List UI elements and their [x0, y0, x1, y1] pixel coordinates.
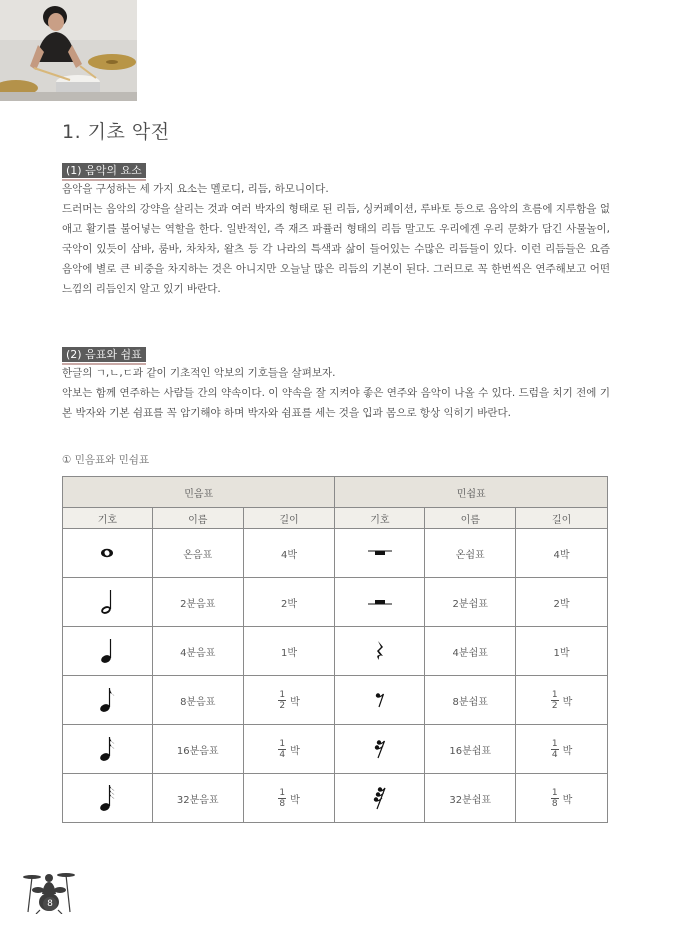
numerator: 1	[551, 738, 558, 749]
paragraph: 드러머는 음악의 강약을 살리는 것과 여러 박자의 형태로 된 리듬, 싱커페이션, 루바토 등으로 음악의 흐름에 지루함을 없애고 활기를 불어넣는 역할을 한다. 일반적인, 즉 재즈 파퓰러 형태의 리듬 말고도 우리에겐 우리 문화가 담긴 사물놀이, 국악이 있듯이 삼바, 룸바, 차차차, 왈츠 등 각 나라의 특색과 삶이 들어있는 수많은 리듬들이 있다. 이런 리듬들은 요즘 음악에 별로 큰 비중을 차지하는 것은 아니지만 오늘날 많은 리듬의 기본이 된다. 그러므로 꼭 한번씩은 연주해보고 어떤 느낌의 리듬인지 알고 있기 바란다.	[62, 203, 610, 295]
fraction	[278, 690, 286, 711]
rest-length: 1박	[516, 627, 608, 676]
beat-unit: 박	[290, 794, 300, 806]
note-name: 4분음표	[152, 627, 243, 676]
half-note-icon	[63, 578, 153, 627]
rest-length	[516, 676, 608, 725]
rest-name: 4분쉼표	[425, 627, 516, 676]
eighth-rest-icon	[335, 676, 425, 725]
note-name: 8분음표	[152, 676, 243, 725]
column-header: 이름	[152, 508, 243, 529]
table-row	[63, 529, 608, 578]
note-name: 온음표	[152, 529, 243, 578]
note-length: 2박	[243, 578, 335, 627]
beat-unit: 박	[562, 745, 573, 757]
denominator: 8	[279, 798, 286, 809]
beat-unit: 박	[562, 794, 573, 806]
denominator: 2	[279, 700, 286, 711]
quarter-rest-icon	[335, 627, 425, 676]
rest-length	[516, 725, 608, 774]
column-header: 기호	[335, 508, 425, 529]
beat-unit: 박	[562, 696, 573, 708]
denominator: 8	[551, 798, 558, 809]
rest-name: 32분쉼표	[425, 774, 516, 823]
table-title: ① 민음표와 민쉼표	[62, 454, 150, 466]
fraction	[278, 788, 286, 809]
note-length	[243, 725, 335, 774]
numerator: 1	[279, 689, 286, 700]
section-heading-elements: (1) 음악의 요소	[62, 163, 146, 178]
section-body-elements	[62, 179, 610, 299]
note-name: 32분음표	[152, 774, 243, 823]
column-header: 이름	[425, 508, 516, 529]
table-row	[63, 578, 608, 627]
fraction	[278, 739, 286, 760]
denominator: 2	[551, 700, 558, 711]
rest-name: 2분쉼표	[425, 578, 516, 627]
rest-name: 온쉼표	[425, 529, 516, 578]
page-number: 8	[43, 897, 57, 911]
group-header-rests: 민쉼표	[335, 477, 608, 508]
thirtysecond-note-icon	[63, 774, 153, 823]
rest-length	[516, 774, 608, 823]
column-header: 길이	[243, 508, 335, 529]
table-row	[63, 676, 608, 725]
paragraph: 악보는 함께 연주하는 사람들 간의 약속이다. 이 약속을 잘 지켜야 좋은 연주와 음악이 나올 수 있다. 드럼을 치기 전에 기본 박자와 기본 쉼표를 꼭 암기해야 하며 박자와 쉼표를 세는 것을 입과 몸으로 항상 익히기 바란다.	[62, 387, 610, 419]
group-header-notes: 민음표	[63, 477, 335, 508]
notes-rests-table	[62, 476, 608, 823]
quarter-note-icon	[63, 627, 153, 676]
fraction	[551, 690, 559, 711]
paragraph: 음악을 구성하는 세 가지 요소는 멜로디, 리듬, 하모니이다.	[62, 183, 329, 195]
note-name: 16분음표	[152, 725, 243, 774]
note-length: 1박	[243, 627, 335, 676]
beat-unit: 박	[290, 696, 300, 708]
numerator: 1	[551, 787, 558, 798]
chapter-title: 1. 기초 악전	[62, 121, 170, 143]
rest-length: 2박	[516, 578, 608, 627]
drummer-photo	[0, 0, 137, 101]
numerator: 1	[279, 787, 286, 798]
table-row	[63, 627, 608, 676]
fraction	[551, 788, 559, 809]
section-body-notes-rests	[62, 363, 610, 423]
column-header: 길이	[516, 508, 608, 529]
numerator: 1	[551, 689, 558, 700]
denominator: 4	[279, 749, 286, 760]
thirtysecond-rest-icon	[335, 774, 425, 823]
column-header: 기호	[63, 508, 153, 529]
whole-note-icon	[63, 529, 153, 578]
whole-rest-icon	[335, 529, 425, 578]
note-length	[243, 774, 335, 823]
note-name: 2분음표	[152, 578, 243, 627]
numerator: 1	[279, 738, 286, 749]
sixteenth-rest-icon	[335, 725, 425, 774]
beat-unit: 박	[290, 745, 300, 757]
rest-name: 8분쉼표	[425, 676, 516, 725]
note-length	[243, 676, 335, 725]
table-row	[63, 774, 608, 823]
sixteenth-note-icon	[63, 725, 153, 774]
half-rest-icon	[335, 578, 425, 627]
note-length: 4박	[243, 529, 335, 578]
denominator: 4	[551, 749, 558, 760]
paragraph: 한글의 ㄱ,ㄴ,ㄷ과 같이 기초적인 악보의 기호들을 살펴보자.	[62, 367, 336, 379]
section-heading-notes-rests: (2) 음표와 쉼표	[62, 347, 146, 362]
table-row	[63, 725, 608, 774]
eighth-note-icon	[63, 676, 153, 725]
fraction	[551, 739, 559, 760]
rest-length: 4박	[516, 529, 608, 578]
rest-name: 16분쉼표	[425, 725, 516, 774]
